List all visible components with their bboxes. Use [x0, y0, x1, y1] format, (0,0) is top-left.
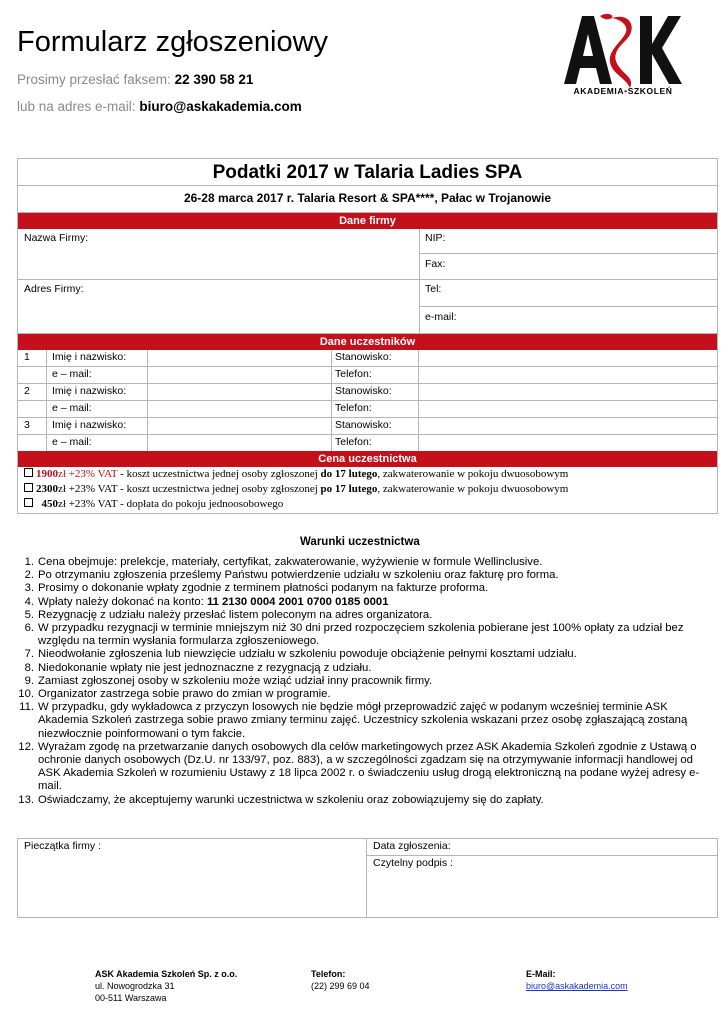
participant-email-field[interactable]: e – mail: [52, 402, 92, 414]
logo-caption: AKADEMIA•SZKOLEŃ [573, 86, 673, 96]
participant-fields [18, 350, 717, 451]
participant-row-1 [18, 350, 717, 367]
footer-email [526, 968, 628, 992]
participant-name-field[interactable]: Imię i nazwisko: [52, 385, 127, 397]
price-option-1[interactable]: 1900zł +23% VAT - koszt uczestnictwa jednej osoby zgłoszonej do 17 lutego, zakwaterowanie w pokoju dwuosobowym [24, 468, 568, 480]
fax-prefix: Prosimy przesłać faksem: [17, 72, 171, 87]
conditions-list [17, 556, 707, 807]
participant-number: 1 [24, 351, 30, 363]
fax-number: 22 390 58 21 [174, 72, 254, 87]
company-address-field[interactable]: Adres Firmy: [24, 283, 84, 295]
condition-item: 3. Prosimy o dokonanie wpłaty zgodnie z terminem płatności podanym na fakturze proforma. [24, 582, 489, 595]
checkbox-icon[interactable] [24, 498, 33, 507]
participant-position-field[interactable]: Stanowisko: [335, 385, 392, 397]
footer-street: ul. Nowogrodzka 31 [95, 981, 175, 991]
participant-number: 2 [24, 385, 30, 397]
page-title: Formularz zgłoszeniowy [17, 26, 329, 58]
company-name-field[interactable]: Nazwa Firmy: [24, 232, 89, 244]
participant-row-1-contact [18, 367, 717, 384]
participant-name-field[interactable]: Imię i nazwisko: [52, 351, 127, 363]
participant-position-field[interactable]: Stanowisko: [335, 419, 392, 431]
footer-email-label: E-Mail: [526, 969, 556, 979]
fax-line [17, 72, 253, 87]
condition-item: 12. Wyrażam zgodę na przetwarzanie danych osobowych dla celów marketingowych przez ASK Akademia Szkoleń zgodnie z Ustawą o ochronie danych osobowych (Dz.U. nr 133/97, poz. 883), a w szczególności zgadzam się na otrzymywanie informacji handlowej od ASK Akademia Szkoleń w rozumieniu Ustawy z 18 lipca 2002 r. o świadczeniu usług drogą elektroniczną na podane wyżej adresy e-mail. [18, 740, 700, 793]
email-address: biuro@askakademia.com [139, 99, 302, 114]
condition-item: 13. Oświadczamy, że akceptujemy warunki uczestnictwa w szkoleniu oraz zobowiązujemy się do zapłaty. [18, 793, 544, 806]
checkbox-icon[interactable] [24, 468, 33, 477]
condition-item: 6. W przypadku rezygnacji w terminie mniejszym niż 30 dni przed rozpoczęciem szkolenia pobierane jest 100% opłaty za udział bez względu na termin wysłania formularza zgłoszeniowego. [24, 622, 684, 648]
submission-date-field[interactable]: Data zgłoszenia: [373, 840, 451, 852]
section-header-pricing: Cena uczestnictwa [18, 451, 717, 467]
condition-item: 5. Rezygnację z udziału należy przesłać listem poleconym na adres organizatora. [24, 608, 433, 621]
event-subtitle: 26-28 marca 2017 r. Talaria Resort & SPA****, Pałac w Trojanowie [18, 186, 717, 213]
email-line [17, 99, 302, 114]
condition-item: 10. Organizator zastrzega sobie prawo do zmian w programie. [18, 688, 331, 701]
footer-phone [311, 968, 370, 992]
company-stamp-field[interactable]: Pieczątka firmy : [24, 840, 102, 852]
participant-position-field[interactable]: Stanowisko: [335, 351, 392, 363]
participant-phone-field[interactable]: Telefon: [335, 402, 372, 414]
participant-row-3 [18, 418, 717, 435]
company-email-field[interactable]: e-mail: [425, 311, 457, 323]
signature-table [17, 838, 718, 918]
participant-row-3-contact [18, 435, 717, 451]
registration-form [17, 158, 718, 514]
participant-phone-field[interactable]: Telefon: [335, 436, 372, 448]
footer-city: 00-511 Warszawa [95, 993, 167, 1003]
email-prefix: lub na adres e-mail: [17, 99, 136, 114]
checkbox-icon[interactable] [24, 483, 33, 492]
section-header-participants: Dane uczestników [18, 334, 717, 350]
participant-number: 3 [24, 419, 30, 431]
bank-account-number: 11 2130 0004 2001 0700 0185 0001 [206, 595, 389, 608]
footer-company-name: ASK Akademia Szkoleń Sp. z o.o. [95, 969, 238, 979]
footer-phone-number: (22) 299 69 04 [311, 981, 370, 991]
company-tel-field[interactable]: Tel: [425, 283, 442, 295]
participant-email-field[interactable]: e – mail: [52, 368, 92, 380]
condition-item: 4. Wpłaty należy dokonać na konto: 11 2130 0004 2001 0700 0185 0001 [24, 595, 389, 608]
footer-email-link[interactable]: biuro@askakademia.com [526, 981, 628, 991]
footer-address [95, 968, 237, 1004]
participant-phone-field[interactable]: Telefon: [335, 368, 372, 380]
footer-phone-label: Telefon: [311, 969, 346, 979]
nip-field[interactable]: NIP: [425, 232, 446, 244]
condition-item: 7. Nieodwołanie zgłoszenia lub niewzięcie udziału w szkoleniu powoduje obciążenie pełnymi kosztami udziału. [24, 648, 577, 661]
section-header-company: Dane firmy [18, 213, 717, 229]
condition-item: 8. Niedokonanie wpłaty nie jest jednoznaczne z rezygnacją z udziału. [24, 661, 372, 674]
price-option-3[interactable]: 450zł +23% VAT - dopłata do pokoju jednoosobowego [24, 498, 283, 510]
signature-field[interactable]: Czytelny podpis : [373, 857, 453, 869]
participant-row-2 [18, 384, 717, 401]
price-option-2[interactable]: 2300zł +23% VAT - koszt uczestnictwa jednej osoby zgłoszonej po 17 lutego, zakwaterowanie w pokoju dwuosobowym [24, 483, 568, 495]
participant-row-2-contact [18, 401, 717, 418]
participant-name-field[interactable]: Imię i nazwisko: [52, 419, 127, 431]
pricing-options [18, 467, 717, 514]
condition-item: 11. W przypadku, gdy wykładowca z przyczyn losowych nie będzie mógł przeprowadzić zajęć w podanym wcześniej terminie ASK Akademia Szkoleń zastrzega sobie prawo zmiany terminu zajęć. Uczestnicy szkolenia wskazani przez osobę zgłaszającą zostaną niezwłocznie poinformowani o tym fakcie. [19, 701, 688, 740]
company-fax-field[interactable]: Fax: [425, 258, 446, 270]
condition-item: 1. Cena obejmuje: prelekcje, materiały, certyfikat, zakwaterowanie, wyżywienie w formule Wellinclusive. [24, 556, 543, 568]
event-title: Podatki 2017 w Talaria Ladies SPA [18, 159, 717, 186]
condition-item: 9. Zamiast zgłoszonej osoby w szkoleniu może wziąć udział inny pracownik firmy. [24, 674, 433, 687]
company-fields [18, 229, 717, 334]
conditions-title: Warunki uczestnictwa [300, 536, 420, 548]
participant-email-field[interactable]: e – mail: [52, 436, 92, 448]
condition-item: 2. Po otrzymaniu zgłoszenia prześlemy Państwu potwierdzenie udziału w szkoleniu oraz fakturę pro forma. [24, 569, 559, 582]
